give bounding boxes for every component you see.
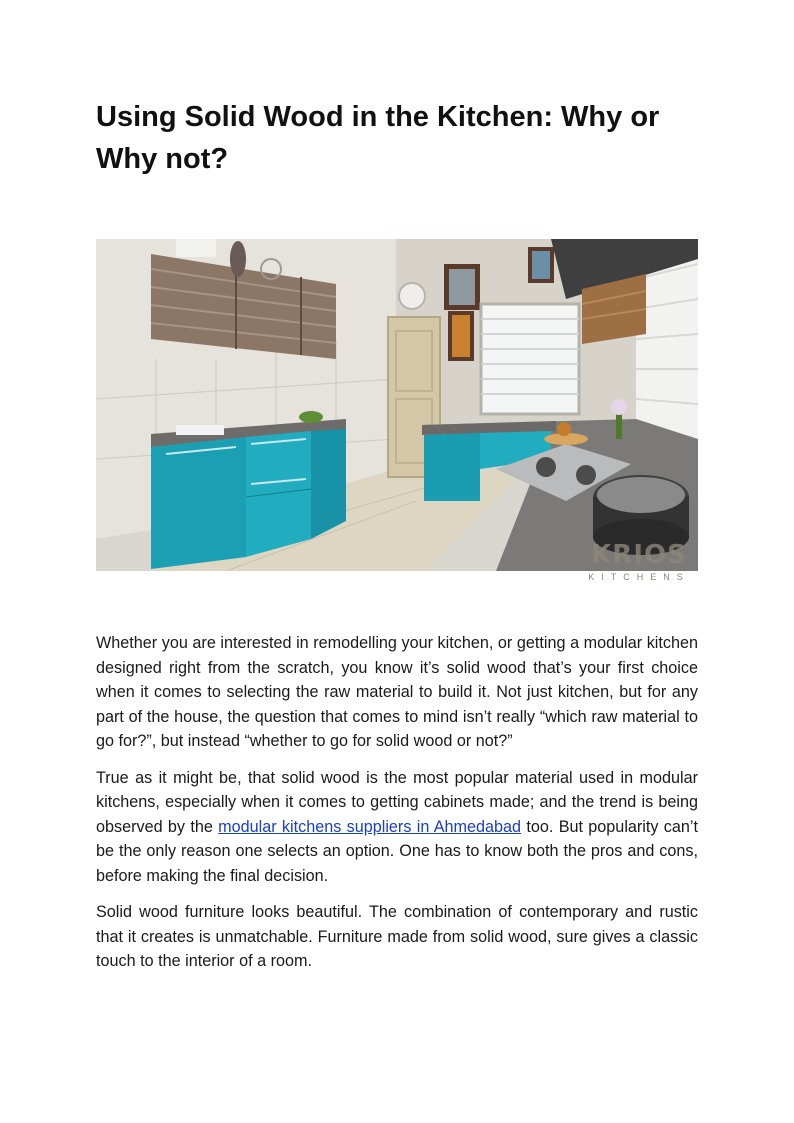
- paragraph-2-before: True as it might be, that solid wood is the most popular material used in modular kitchens, especially when it comes to getting cabinets made; and the trend is being observed by the: [96, 768, 698, 836]
- paragraph-2-after: too. But popularity can’t be the only reason one selects an option. One has to know both the pros and cons, before making the final decision.: [96, 817, 698, 885]
- suppliers-link[interactable]: modular kitchens suppliers in Ahmedabad: [218, 817, 522, 836]
- logo-main: KRIOS: [591, 540, 687, 570]
- page-title: Using Solid Wood in the Kitchen: Why or Why not?: [96, 101, 660, 175]
- kitchen-photo: [96, 239, 698, 571]
- paragraph-3: Solid wood furniture looks beautiful. The combination of contemporary and rustic that it creates is unmatchable. Furniture made from solid wood, sure gives a classic touch to the interior of a room.: [96, 903, 698, 970]
- article-body: [96, 631, 698, 986]
- paragraph-1: Whether you are interested in remodelling your kitchen, or getting a modular kitchen designed right from the scratch, you know it’s solid wood that’s your first choice when it comes to selecting the raw material to build it. Not just kitchen, but for any part of the house, the question that comes to mind isn’t really “which raw material to go for?”, but instead “whether to go for solid wood or not?”: [96, 634, 698, 750]
- paragraph-2: [96, 766, 698, 889]
- watermark-logo: [583, 540, 695, 588]
- logo-sub: KITCHENS: [588, 572, 690, 582]
